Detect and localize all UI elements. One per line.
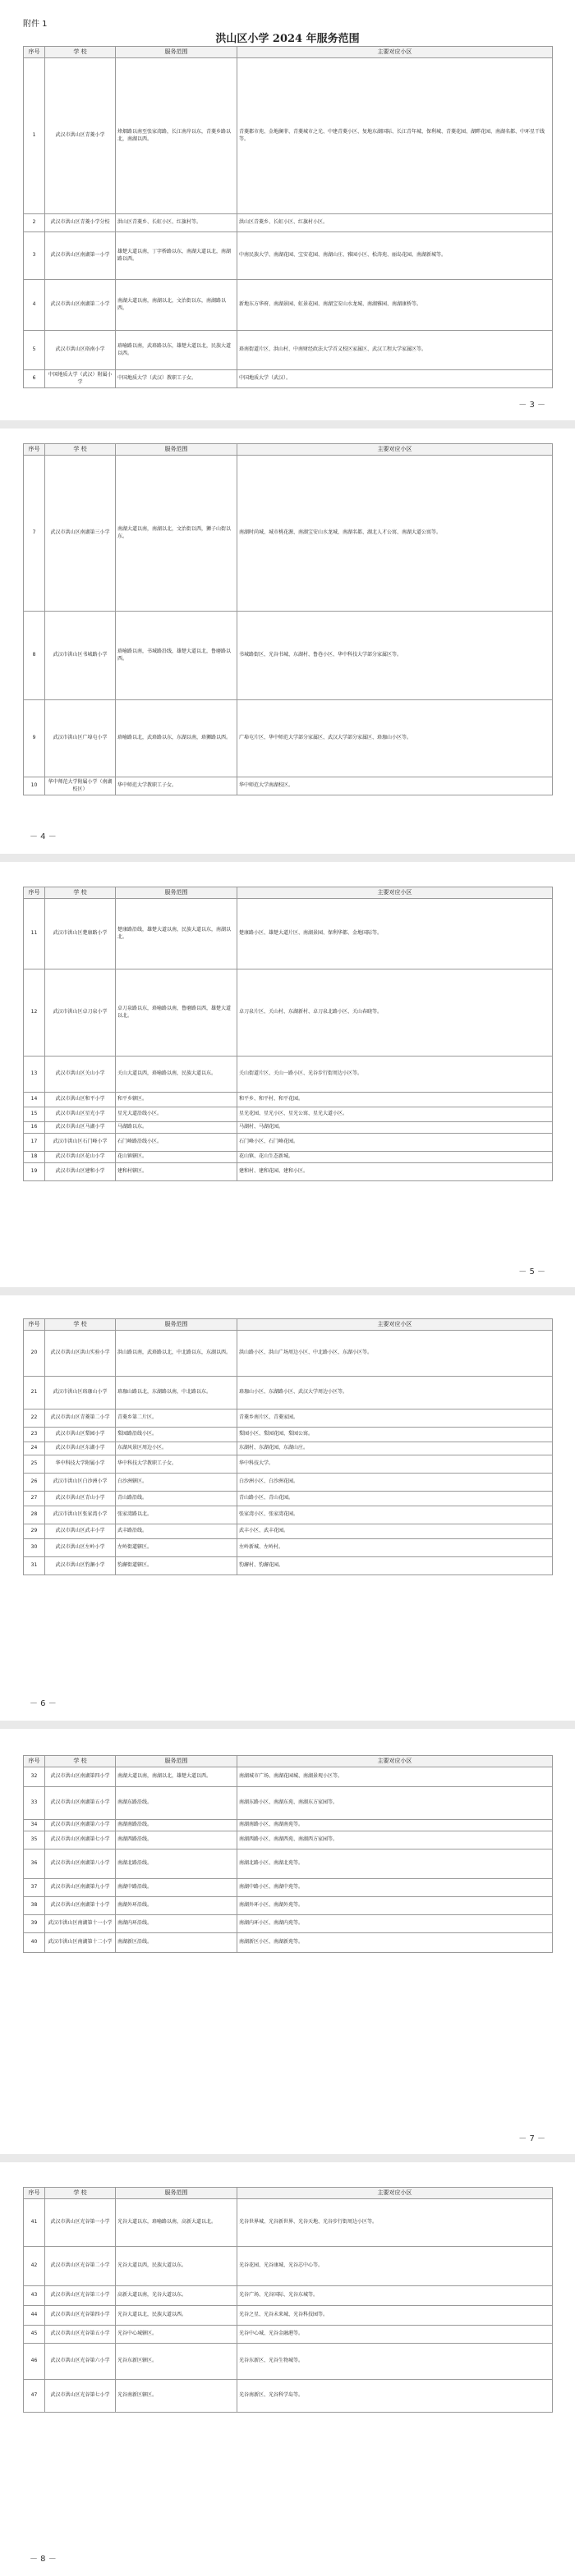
row-number: 7 — [24, 456, 45, 612]
service-scope: 洪山区青菱乡、长虹小区、红旗村等。 — [116, 214, 237, 232]
corresponding-communities: 珞南街道片区、洪山村、中南财经政法大学首义校区家属区、武汉工程大学家属区等。 — [237, 331, 553, 370]
service-scope: 南湖北路沿线。 — [116, 1849, 237, 1879]
row-number: 42 — [24, 2247, 45, 2286]
service-table-page-4 — [23, 1318, 553, 1575]
page-number-4: － 4 － — [30, 832, 57, 841]
school-name: 武汉市洪山区南湖第五小学 — [45, 1787, 116, 1820]
school-name: 武汉市洪山区光谷第三小学 — [45, 2286, 116, 2306]
corresponding-communities: 马湖村、马湖花园。 — [237, 1122, 553, 1134]
page-number-3: － 3 － — [518, 401, 545, 410]
school-name: 武汉市洪山区南湖第十二小学 — [45, 1933, 116, 1953]
table-row — [24, 2306, 553, 2326]
table-row — [24, 1897, 553, 1915]
table-row — [24, 456, 553, 612]
row-number: 4 — [24, 280, 45, 331]
service-scope: 南湖西路沿线。 — [116, 1831, 237, 1849]
table-row — [24, 280, 553, 331]
service-scope: 建和村辖区。 — [116, 1163, 237, 1181]
corresponding-communities: 洪山路小区、洪山广场周边小区、中北路小区、东湖小区等。 — [237, 1331, 553, 1377]
row-number: 1 — [24, 58, 45, 214]
table-row — [24, 1455, 553, 1474]
header-area: 主要对应小区 — [237, 1756, 553, 1767]
row-number: 6 — [24, 370, 45, 388]
school-name: 武汉市洪山区青山小学 — [45, 1492, 116, 1506]
table-row — [24, 1879, 553, 1897]
table-row — [24, 2247, 553, 2286]
table-row — [24, 1093, 553, 1107]
row-number: 26 — [24, 1474, 45, 1492]
header-school: 学 校 — [45, 2188, 116, 2199]
corresponding-communities: 青山路小区、青山花园。 — [237, 1492, 553, 1506]
table-row — [24, 2344, 553, 2380]
header-school: 学 校 — [45, 1319, 116, 1331]
corresponding-communities: 中南民族大学、南湖花园、宝安花园、南湖山庄、雅园小区、松涛苑、丽岛花园、南湖新城等。 — [237, 232, 553, 280]
document-title: 洪山区小学 2024 年服务范围 — [215, 33, 360, 45]
row-number: 29 — [24, 1524, 45, 1539]
school-name: 武汉市洪山区珞珈山小学 — [45, 1377, 116, 1409]
header-school: 学 校 — [45, 47, 116, 58]
table-header-row — [24, 1319, 553, 1331]
school-name: 武汉市洪山区卓刀泉小学 — [45, 969, 116, 1057]
corresponding-communities: 中国地质大学（武汉）。 — [237, 370, 553, 388]
table-row — [24, 1506, 553, 1524]
service-scope: 珞珈山路以北，东湖路以南，中北路以东。 — [116, 1377, 237, 1409]
header-area: 主要对应小区 — [237, 2188, 553, 2199]
school-name: 武汉市洪山区洪山实验小学 — [45, 1331, 116, 1377]
row-number: 28 — [24, 1506, 45, 1524]
page-number-6: － 6 － — [30, 1699, 57, 1708]
corresponding-communities: 南湖中路小区、南湖中苑等。 — [237, 1879, 553, 1897]
page-gap-3 — [0, 1287, 575, 1295]
school-name: 武汉市洪山区青菱小学 — [45, 58, 116, 214]
school-name: 武汉市洪山区青菱第二小学 — [45, 1409, 116, 1428]
school-name: 武汉市洪山区光谷第五小学 — [45, 2326, 116, 2344]
row-number: 15 — [24, 1107, 45, 1122]
corresponding-communities: 星光花园、星光小区、星光公寓、星光大道小区。 — [237, 1107, 553, 1122]
row-number: 32 — [24, 1767, 45, 1787]
header-no: 序号 — [24, 1756, 45, 1767]
header-area: 主要对应小区 — [237, 47, 553, 58]
header-school: 学 校 — [45, 444, 116, 456]
page-gap-1 — [0, 420, 575, 429]
corresponding-communities: 南湖城市广场、南湖花园城、南湖景观小区等。 — [237, 1767, 553, 1787]
corresponding-communities: 卓刀泉片区、关山村、东湖新村、卓刀泉北路小区、关山春晓等。 — [237, 969, 553, 1057]
page-gap-2 — [0, 854, 575, 862]
school-name: 武汉市洪山区豹澥小学 — [45, 1557, 116, 1575]
service-scope: 楚康路沿线，雄楚大道以南，民族大道以东，南湖以北。 — [116, 899, 237, 969]
service-scope: 华中师范大学教职工子女。 — [116, 777, 237, 795]
corresponding-communities: 南湖西路小区、南湖西苑、南湖西方家园等。 — [237, 1831, 553, 1849]
table-row — [24, 700, 553, 777]
school-name: 武汉市洪山区书城路小学 — [45, 612, 116, 700]
table-row — [24, 1539, 553, 1557]
table-row — [24, 370, 553, 388]
corresponding-communities: 左岭新城、左岭村。 — [237, 1539, 553, 1557]
table-header-row — [24, 1756, 553, 1767]
table-row — [24, 1377, 553, 1409]
table-row — [24, 58, 553, 214]
row-number: 5 — [24, 331, 45, 370]
table-row — [24, 214, 553, 232]
header-scope: 服务范围 — [116, 47, 237, 58]
page-gap-5 — [0, 2154, 575, 2162]
service-scope: 高新大道以南，光谷大道以东。 — [116, 2286, 237, 2306]
header-no: 序号 — [24, 887, 45, 899]
service-scope: 南湖大道以南，南湖以北，雄楚大道以西。 — [116, 1767, 237, 1787]
school-name: 武汉市洪山区光谷第一小学 — [45, 2199, 116, 2247]
corresponding-communities: 光谷世界城、光谷新世界、光谷天地、光谷步行街周边小区等。 — [237, 2199, 553, 2247]
table-row — [24, 1557, 553, 1575]
service-scope: 南湖大道以南，南湖以北，文治街以西，狮子山街以东。 — [116, 456, 237, 612]
corresponding-communities: 花山镇、花山生态新城。 — [237, 1152, 553, 1163]
service-scope: 青山路沿线。 — [116, 1492, 237, 1506]
corresponding-communities: 光谷之星、光谷未来城、光谷科技园等。 — [237, 2306, 553, 2326]
corresponding-communities: 南湖内环小区、南湖内苑等。 — [237, 1915, 553, 1933]
corresponding-communities: 南湖南路小区、南湖南苑等。 — [237, 1820, 553, 1831]
service-scope: 梨园路沿线小区。 — [116, 1428, 237, 1442]
page-number-8: － 8 － — [30, 2555, 57, 2564]
service-scope: 青菱乡第二片区。 — [116, 1409, 237, 1428]
header-scope: 服务范围 — [116, 2188, 237, 2199]
school-name: 武汉市洪山区南湖第十小学 — [45, 1897, 116, 1915]
row-number: 22 — [24, 1409, 45, 1428]
service-scope: 东湖风景区周边小区。 — [116, 1442, 237, 1455]
service-scope: 南湖南路沿线。 — [116, 1820, 237, 1831]
service-scope: 华中科技大学教职工子女。 — [116, 1455, 237, 1474]
service-scope: 和平乡辖区。 — [116, 1093, 237, 1107]
header-school: 学 校 — [45, 1756, 116, 1767]
corresponding-communities: 珞珈山小区、东湖路小区、武汉大学周边小区等。 — [237, 1377, 553, 1409]
row-number: 38 — [24, 1897, 45, 1915]
corresponding-communities: 白沙洲小区、白沙洲花园。 — [237, 1474, 553, 1492]
corresponding-communities: 石门峰小区、石门峰花园。 — [237, 1134, 553, 1152]
school-name: 武汉市洪山区光谷第二小学 — [45, 2247, 116, 2286]
row-number: 43 — [24, 2286, 45, 2306]
row-number: 17 — [24, 1134, 45, 1152]
table-row — [24, 1442, 553, 1455]
table-row — [24, 1057, 553, 1093]
table-row — [24, 1428, 553, 1442]
row-number: 11 — [24, 899, 45, 969]
table-row — [24, 1152, 553, 1163]
school-name: 武汉市洪山区花山小学 — [45, 1152, 116, 1163]
corresponding-communities: 光谷东新区、光谷生物城等。 — [237, 2344, 553, 2380]
school-name: 武汉市洪山区东湖小学 — [45, 1442, 116, 1455]
table-row — [24, 899, 553, 969]
attachment-label: 附件 1 — [23, 20, 48, 29]
service-scope: 南湖东路沿线。 — [116, 1787, 237, 1820]
row-number: 41 — [24, 2199, 45, 2247]
school-name: 武汉市洪山区南湖第四小学 — [45, 1767, 116, 1787]
table-header-row — [24, 2188, 553, 2199]
service-table-page-1 — [23, 46, 553, 388]
row-number: 23 — [24, 1428, 45, 1442]
table-row — [24, 1134, 553, 1152]
row-number: 40 — [24, 1933, 45, 1953]
school-name: 武汉市洪山区南湖第八小学 — [45, 1849, 116, 1879]
corresponding-communities: 青菱乡南片区、青菱家园。 — [237, 1409, 553, 1428]
service-scope: 光谷南新区辖区。 — [116, 2380, 237, 2413]
page-number-5: － 5 － — [518, 1267, 545, 1277]
row-number: 3 — [24, 232, 45, 280]
row-number: 27 — [24, 1492, 45, 1506]
school-name: 武汉市洪山区广埠屯小学 — [45, 700, 116, 777]
row-number: 9 — [24, 700, 45, 777]
school-name: 武汉市洪山区南湖第七小学 — [45, 1831, 116, 1849]
row-number: 14 — [24, 1093, 45, 1107]
row-number: 25 — [24, 1455, 45, 1474]
corresponding-communities: 光谷南新区、光谷科学岛等。 — [237, 2380, 553, 2413]
row-number: 33 — [24, 1787, 45, 1820]
school-name: 武汉市洪山区珞南小学 — [45, 331, 116, 370]
corresponding-communities: 华中师范大学南湖校区。 — [237, 777, 553, 795]
corresponding-communities: 张家湾小区、张家湾花园。 — [237, 1506, 553, 1524]
corresponding-communities: 楚康路小区、雄楚大道片区、南湖景园、保利华都、金地国际等。 — [237, 899, 553, 969]
school-name: 武汉市洪山区青菱小学分校 — [45, 214, 116, 232]
service-scope: 南湖新区沿线。 — [116, 1933, 237, 1953]
service-scope: 中国地质大学（武汉）教职工子女。 — [116, 370, 237, 388]
table-row — [24, 1163, 553, 1181]
header-no: 序号 — [24, 2188, 45, 2199]
service-scope: 光谷中心城辖区。 — [116, 2326, 237, 2344]
table-row — [24, 1820, 553, 1831]
row-number: 21 — [24, 1377, 45, 1409]
header-area: 主要对应小区 — [237, 887, 553, 899]
table-row — [24, 1107, 553, 1122]
header-scope: 服务范围 — [116, 887, 237, 899]
corresponding-communities: 光谷广场、光谷国际、光谷东城等。 — [237, 2286, 553, 2306]
school-name: 武汉市洪山区建和小学 — [45, 1163, 116, 1181]
service-scope: 洪山路以南，武珞路以北，中北路以东，东湖以西。 — [116, 1331, 237, 1377]
service-scope: 关山大道以西，珞喻路以南，民族大道以东。 — [116, 1057, 237, 1093]
row-number: 46 — [24, 2344, 45, 2380]
table-row — [24, 1933, 553, 1953]
service-scope: 南湖中路沿线。 — [116, 1879, 237, 1897]
service-table-page-2 — [23, 443, 553, 795]
school-name: 中国地质大学（武汉）附属小学 — [45, 370, 116, 388]
row-number: 18 — [24, 1152, 45, 1163]
table-row — [24, 1849, 553, 1879]
corresponding-communities: 华中科技大学。 — [237, 1455, 553, 1474]
table-row — [24, 2326, 553, 2344]
school-name: 武汉市洪山区南湖第三小学 — [45, 456, 116, 612]
school-name: 武汉市洪山区张家湾小学 — [45, 1506, 116, 1524]
corresponding-communities: 新地东方华府、南湖景园、虹景花园、南湖宝安山水龙城、南湖雅园、南湖康桥等。 — [237, 280, 553, 331]
service-scope: 石门峰路沿线小区。 — [116, 1134, 237, 1152]
service-scope: 雄楚大道以南，丁字桥路以东，南湖大道以北，南湖路以西。 — [116, 232, 237, 280]
service-scope: 卓刀泉路以东，珞喻路以南，鲁磨路以西，雄楚大道以北。 — [116, 969, 237, 1057]
row-number: 36 — [24, 1849, 45, 1879]
corresponding-communities: 东湖村、东湖花园、东湖山庄。 — [237, 1442, 553, 1455]
table-row — [24, 2380, 553, 2413]
corresponding-communities: 南湖新区小区、南湖新苑等。 — [237, 1933, 553, 1953]
table-row — [24, 612, 553, 700]
corresponding-communities: 光谷花园、光谷康城、光谷芯中心等。 — [237, 2247, 553, 2286]
row-number: 39 — [24, 1915, 45, 1933]
header-scope: 服务范围 — [116, 1756, 237, 1767]
service-scope: 花山镇辖区。 — [116, 1152, 237, 1163]
corresponding-communities: 和平乡、和平村、和平花园。 — [237, 1093, 553, 1107]
table-header-row — [24, 47, 553, 58]
service-table-page-5 — [23, 1755, 553, 1953]
corresponding-communities: 书城路街区、光谷书城、东湖村、鲁巷小区、华中科技大学部分家属区等。 — [237, 612, 553, 700]
corresponding-communities: 建和村、建和花园、建和小区。 — [237, 1163, 553, 1181]
row-number: 45 — [24, 2326, 45, 2344]
table-row — [24, 2286, 553, 2306]
service-scope: 豹澥街道辖区。 — [116, 1557, 237, 1575]
row-number: 24 — [24, 1442, 45, 1455]
header-area: 主要对应小区 — [237, 444, 553, 456]
table-header-row — [24, 444, 553, 456]
table-row — [24, 1831, 553, 1849]
table-row — [24, 2199, 553, 2247]
header-no: 序号 — [24, 444, 45, 456]
table-row — [24, 777, 553, 795]
header-area: 主要对应小区 — [237, 1319, 553, 1331]
row-number: 35 — [24, 1831, 45, 1849]
service-scope: 光谷大道以东，珞喻路以南，高新大道以北。 — [116, 2199, 237, 2247]
school-name: 华中科技大学附属小学 — [45, 1455, 116, 1474]
school-name: 武汉市洪山区马湖小学 — [45, 1122, 116, 1134]
corresponding-communities: 青菱都市苑、金地澜菲、青菱城市之光、中建青菱小区、复地东湖国际、长江青年城、保利城、青菱花园、湖畔花园、南湖名都、中环星干线等。 — [237, 58, 553, 214]
service-scope: 星光大道沿线小区。 — [116, 1107, 237, 1122]
row-number: 13 — [24, 1057, 45, 1093]
row-number: 34 — [24, 1820, 45, 1831]
table-row — [24, 1122, 553, 1134]
corresponding-communities: 梨园小区、梨园花园、梨园公寓。 — [237, 1428, 553, 1442]
table-row — [24, 1409, 553, 1428]
table-row — [24, 1524, 553, 1539]
service-scope: 武丰路沿线。 — [116, 1524, 237, 1539]
service-scope: 南湖外环沿线。 — [116, 1897, 237, 1915]
row-number: 31 — [24, 1557, 45, 1575]
row-number: 47 — [24, 2380, 45, 2413]
corresponding-communities: 南湖东路小区、南湖东苑、南湖东方家园等。 — [237, 1787, 553, 1820]
school-name: 武汉市洪山区武丰小学 — [45, 1524, 116, 1539]
header-scope: 服务范围 — [116, 444, 237, 456]
school-name: 武汉市洪山区南湖第十一小学 — [45, 1915, 116, 1933]
corresponding-communities: 广埠屯片区、华中师范大学部分家属区、武汉大学部分家属区、珞珈山小区等。 — [237, 700, 553, 777]
service-scope: 光谷大道以西，民族大道以东。 — [116, 2247, 237, 2286]
table-header-row — [24, 887, 553, 899]
row-number: 8 — [24, 612, 45, 700]
table-row — [24, 1915, 553, 1933]
service-scope: 南湖大道以南，南湖以北，文治街以东，南湖路以西。 — [116, 280, 237, 331]
row-number: 30 — [24, 1539, 45, 1557]
page-number-7: － 7 － — [518, 2134, 545, 2143]
school-name: 武汉市洪山区南湖第六小学 — [45, 1820, 116, 1831]
school-name: 武汉市洪山区左岭小学 — [45, 1539, 116, 1557]
corresponding-communities: 豹澥村、豹澥花园。 — [237, 1557, 553, 1575]
school-name: 武汉市洪山区关山小学 — [45, 1057, 116, 1093]
corresponding-communities: 南湖外环小区、南湖外苑等。 — [237, 1897, 553, 1915]
row-number: 44 — [24, 2306, 45, 2326]
row-number: 12 — [24, 969, 45, 1057]
table-row — [24, 1767, 553, 1787]
table-row — [24, 232, 553, 280]
school-name: 武汉市洪山区南湖第二小学 — [45, 280, 116, 331]
school-name: 武汉市洪山区梨园小学 — [45, 1428, 116, 1442]
header-no: 序号 — [24, 1319, 45, 1331]
service-scope: 马湖路以东。 — [116, 1122, 237, 1134]
school-name: 武汉市洪山区光谷第四小学 — [45, 2306, 116, 2326]
service-scope: 光谷东新区辖区。 — [116, 2344, 237, 2380]
row-number: 16 — [24, 1122, 45, 1134]
school-name: 武汉市洪山区和平小学 — [45, 1093, 116, 1107]
service-scope: 张家湾路以北。 — [116, 1506, 237, 1524]
corresponding-communities: 关山街道片区、关山一路小区、光谷步行街周边小区等。 — [237, 1057, 553, 1093]
table-row — [24, 1331, 553, 1377]
table-row — [24, 1787, 553, 1820]
school-name: 武汉市洪山区南湖第九小学 — [45, 1879, 116, 1897]
page-gap-4 — [0, 1721, 575, 1729]
header-school: 学 校 — [45, 887, 116, 899]
school-name: 武汉市洪山区光谷第七小学 — [45, 2380, 116, 2413]
corresponding-communities: 南湖北路小区、南湖北苑等。 — [237, 1849, 553, 1879]
table-row — [24, 1492, 553, 1506]
school-name: 武汉市洪山区石门峰小学 — [45, 1134, 116, 1152]
header-scope: 服务范围 — [116, 1319, 237, 1331]
service-scope: 珞喻路以南，武珞路以东，雄楚大道以北，民族大道以西。 — [116, 331, 237, 370]
header-no: 序号 — [24, 47, 45, 58]
service-table-page-6 — [23, 2187, 553, 2413]
service-scope: 珞喻路以南，书城路沿线，雄楚大道以北，鲁磨路以西。 — [116, 612, 237, 700]
corresponding-communities: 光谷中心城、光谷金融港等。 — [237, 2326, 553, 2344]
table-row — [24, 331, 553, 370]
school-name: 武汉市洪山区南湖第一小学 — [45, 232, 116, 280]
service-table-page-3 — [23, 887, 553, 1181]
school-name: 华中师范大学附属小学（南湖校区） — [45, 777, 116, 795]
service-scope: 左岭街道辖区。 — [116, 1539, 237, 1557]
corresponding-communities: 武丰小区、武丰花园。 — [237, 1524, 553, 1539]
service-scope: 光谷大道以北，民族大道以西。 — [116, 2306, 237, 2326]
table-row — [24, 1474, 553, 1492]
row-number: 19 — [24, 1163, 45, 1181]
service-scope: 南湖内环沿线。 — [116, 1915, 237, 1933]
corresponding-communities: 南湖时尚城、城市桃花源、南湖宝安山水龙城、南湖名都、湖北人才公寓、南湖大道公寓等。 — [237, 456, 553, 612]
service-scope: 烽烟路以南至张家湾路，长江南岸以东，青菱乡路以北，南湖以西。 — [116, 58, 237, 214]
school-name: 武汉市洪山区星光小学 — [45, 1107, 116, 1122]
service-scope: 珞喻路以北，武珞路以东，东湖以南，珞狮路以西。 — [116, 700, 237, 777]
service-scope: 白沙洲辖区。 — [116, 1474, 237, 1492]
school-name: 武汉市洪山区光谷第六小学 — [45, 2344, 116, 2380]
school-name: 武汉市洪山区楚康路小学 — [45, 899, 116, 969]
corresponding-communities: 洪山区青菱乡、长虹小区、红旗村小区。 — [237, 214, 553, 232]
table-row — [24, 969, 553, 1057]
row-number: 37 — [24, 1879, 45, 1897]
school-name: 武汉市洪山区白沙洲小学 — [45, 1474, 116, 1492]
row-number: 2 — [24, 214, 45, 232]
row-number: 20 — [24, 1331, 45, 1377]
row-number: 10 — [24, 777, 45, 795]
